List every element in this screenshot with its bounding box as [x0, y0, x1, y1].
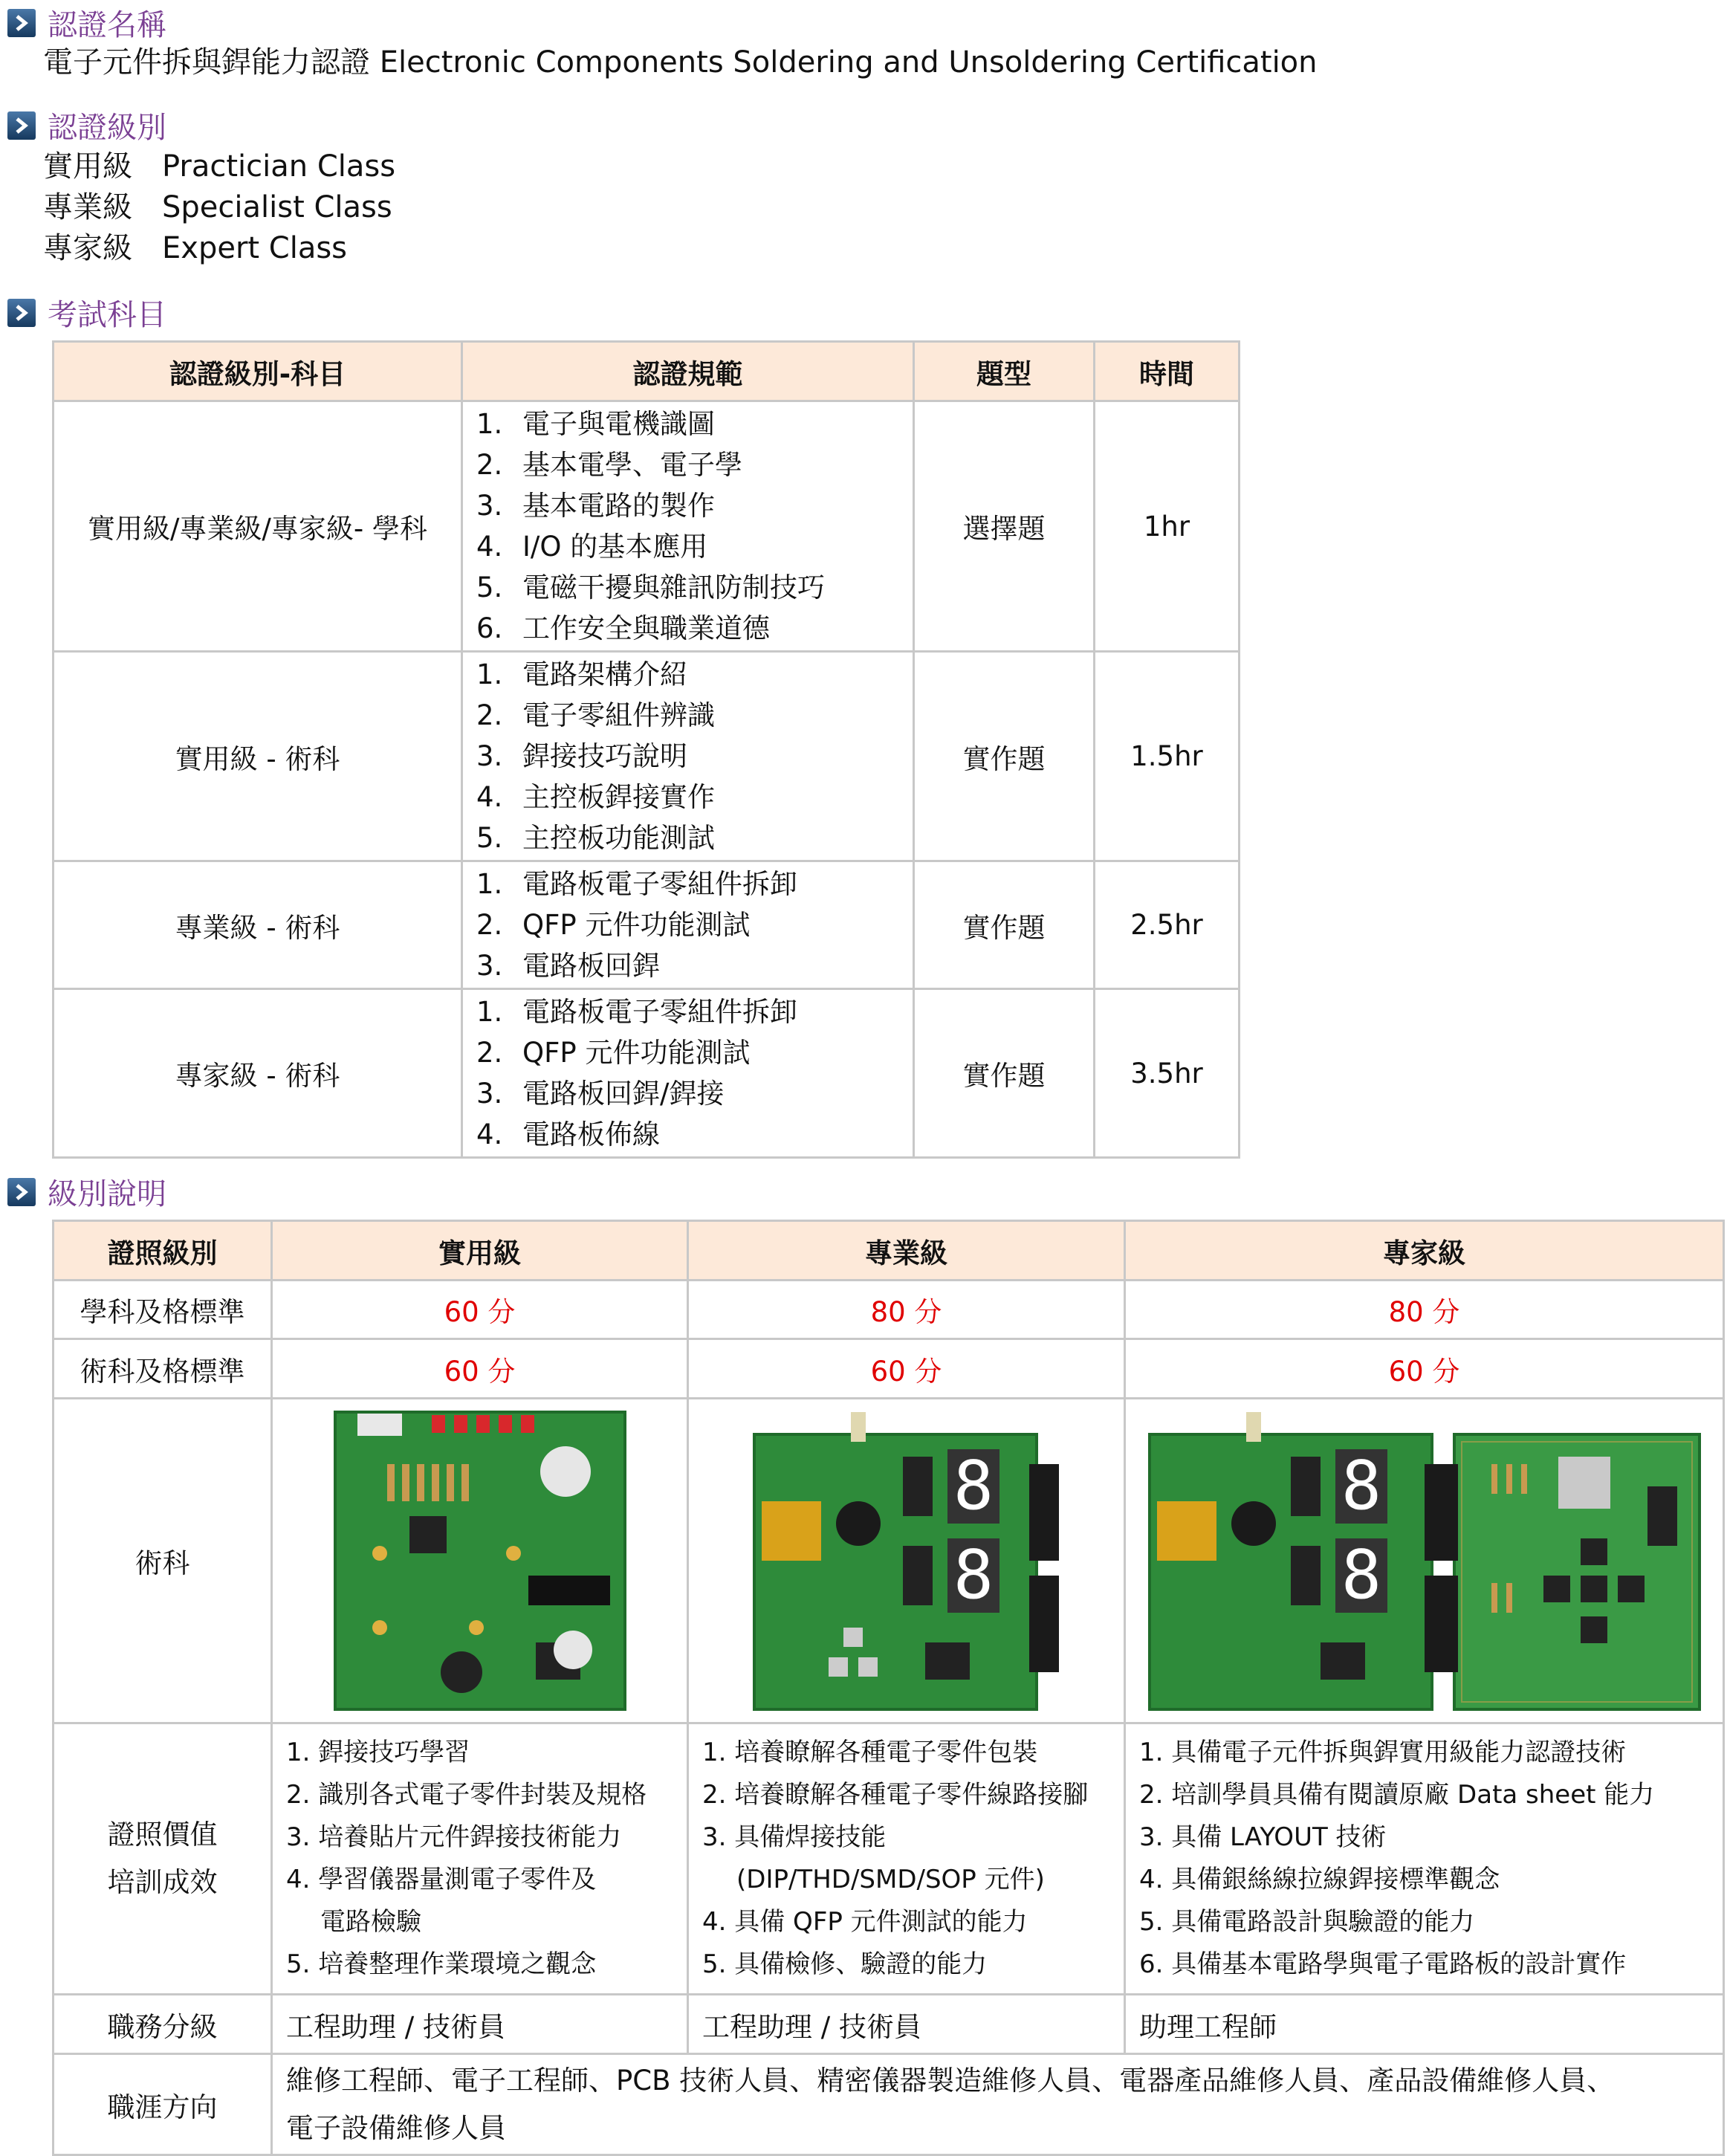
svg-text:8: 8: [953, 1447, 994, 1525]
list-item: 5. 主控板功能測試: [476, 822, 715, 854]
type-cell: 實作題: [914, 861, 1095, 989]
level-zh: 實用級: [43, 149, 132, 184]
row-label: 職務分級: [54, 1995, 272, 2054]
pcb-board-practician-image: [328, 1405, 632, 1717]
job-cell: 工程助理 / 技術員: [688, 1995, 1125, 2054]
spec-cell: [462, 652, 914, 861]
level-line: [43, 184, 392, 226]
time-cell: 1hr: [1095, 401, 1240, 652]
list-item: 5. 電磁干擾與雜訊防制技巧: [476, 572, 825, 603]
list-item: 2. 培訓學員具備有閱讀原廠 Data sheet 能力: [1139, 1780, 1655, 1810]
list-item: 1. 培養瞭解各種電子零件包裝: [702, 1738, 1038, 1767]
row-label: 學科及格標準: [54, 1281, 272, 1339]
section-title: 認證級別: [48, 111, 166, 145]
chevron-right-icon: [7, 111, 36, 140]
table-row: [54, 989, 1240, 1158]
list-item: 1. 電子與電機識圖: [476, 408, 715, 440]
career-cell: [272, 2054, 1724, 2155]
list-item: 3. 銲接技巧說明: [476, 740, 687, 772]
list-item: 2. QFP 元件功能測試: [476, 1037, 751, 1069]
spec-cell: [462, 861, 914, 989]
table-row: [54, 1281, 1724, 1339]
list-item: 3. 具備 LAYOUT 技術: [1139, 1822, 1387, 1852]
list-item: 4. I/O 的基本應用: [476, 531, 708, 563]
list-item: 4. 學習儀器量測電子零件及: [286, 1865, 597, 1894]
list-item: 4. 主控板銲接實作: [476, 781, 715, 813]
chevron-right-icon: [7, 9, 36, 37]
list-item: 2. 識別各式電子零件封裝及規格: [286, 1780, 647, 1810]
board-photo-cell: [272, 1399, 688, 1723]
svg-text:8: 8: [1341, 1536, 1381, 1614]
list-item: 1. 銲接技巧學習: [286, 1738, 470, 1767]
column-header: 專業級: [688, 1221, 1125, 1281]
pcb-board-specialist-image: [747, 1405, 1066, 1717]
career-line: 電子設備維修人員: [286, 2111, 506, 2144]
svg-text:8: 8: [953, 1536, 994, 1614]
list-item: 5. 具備檢修、驗證的能力: [702, 1949, 988, 1979]
training-label: 培訓成效: [107, 1866, 218, 1898]
column-header: 題型: [914, 342, 1095, 401]
column-header: 專家級: [1125, 1221, 1724, 1281]
list-item: 電路檢驗: [320, 1907, 421, 1937]
time-cell: 3.5hr: [1095, 989, 1240, 1158]
list-item: 3. 具備焊接技能: [702, 1822, 887, 1852]
exam-table: [52, 340, 1240, 1159]
table-row: [54, 2054, 1724, 2155]
list-item: 1. 電路板電子零組件拆卸: [476, 996, 797, 1028]
column-header: 認證規範: [462, 342, 914, 401]
list-item: (DIP/THD/SMD/SOP 元件): [736, 1865, 1045, 1894]
column-header: 認證級別-科目: [54, 342, 462, 401]
row-label: [54, 1723, 272, 1995]
table-row: [54, 401, 1240, 652]
type-cell: 實作題: [914, 652, 1095, 861]
column-header: 實用級: [272, 1221, 688, 1281]
section-header-subject: [0, 291, 166, 334]
value-list: [272, 1723, 688, 1995]
section-title: 級別說明: [48, 1177, 166, 1211]
list-item: 6. 工作安全與職業道德: [476, 612, 770, 644]
level-line: [43, 143, 395, 185]
list-item: 2. QFP 元件功能測試: [476, 909, 751, 941]
subject-cell: 實用級/專業級/專家級- 學科: [54, 401, 462, 652]
section-title: 考試科目: [48, 298, 166, 332]
section-title: 認證名稱: [48, 8, 166, 42]
list-item: 6. 具備基本電路學與電子電路板的設計實作: [1139, 1949, 1627, 1979]
table-row: [54, 861, 1240, 989]
level-table: [52, 1220, 1725, 2156]
list-item: 2. 電子零組件辨識: [476, 699, 715, 731]
column-header: 證照級別: [54, 1221, 272, 1281]
board-photo-cell: [1125, 1399, 1724, 1723]
chevron-right-icon: [7, 1178, 36, 1206]
list-item: 4. 具備銀絲線拉線銲接標準觀念: [1139, 1865, 1500, 1894]
job-cell: 助理工程師: [1125, 1995, 1724, 2054]
table-row: [54, 652, 1240, 861]
table-row: [54, 1723, 1724, 1995]
column-header: 時間: [1095, 342, 1240, 401]
subject-cell: 實用級 - 術科: [54, 652, 462, 861]
table-header-row: [54, 1221, 1724, 1281]
table-header-row: [54, 342, 1240, 401]
list-item: 3. 電路板回銲/銲接: [476, 1078, 725, 1110]
subject-cell: 專業級 - 術科: [54, 861, 462, 989]
level-en: Expert Class: [162, 231, 348, 265]
list-item: 2. 培養瞭解各種電子零件線路接腳: [702, 1780, 1089, 1810]
subject-cell: 專家級 - 術科: [54, 989, 462, 1158]
list-item: 5. 具備電路設計與驗證的能力: [1139, 1907, 1475, 1937]
score-cell: 80 分: [688, 1281, 1125, 1339]
section-header-desc: [0, 1171, 166, 1213]
score-cell: 60 分: [688, 1339, 1125, 1399]
value-label: 證照價值: [107, 1819, 218, 1851]
level-zh: 專業級: [43, 190, 132, 224]
section-header-level: [0, 104, 166, 146]
list-item: 3. 培養貼片元件銲接技術能力: [286, 1822, 622, 1852]
cert-name: 電子元件拆與銲能力認證 Electronic Components Soldering and Unsoldering Certification: [43, 45, 1318, 80]
list-item: 3. 電路板回銲: [476, 950, 660, 982]
svg-text:8: 8: [1341, 1447, 1381, 1525]
row-label: 術科: [54, 1399, 272, 1723]
list-item: 1. 電路板電子零組件拆卸: [476, 868, 797, 900]
score-cell: 80 分: [1125, 1281, 1724, 1339]
chevron-right-icon: [7, 299, 36, 327]
list-item: 1. 具備電子元件拆與銲實用級能力認證技術: [1139, 1738, 1627, 1767]
value-list: [1125, 1723, 1724, 1995]
table-row: [54, 1995, 1724, 2054]
list-item: 4. 具備 QFP 元件測試的能力: [702, 1907, 1028, 1937]
table-row: [54, 1339, 1724, 1399]
list-item: 2. 基本電學、電子學: [476, 449, 742, 481]
pcb-board-expert-image: [1142, 1405, 1707, 1717]
score-cell: 60 分: [272, 1339, 688, 1399]
time-cell: 1.5hr: [1095, 652, 1240, 861]
type-cell: 選擇題: [914, 401, 1095, 652]
value-list: [688, 1723, 1125, 1995]
spec-cell: [462, 401, 914, 652]
score-cell: 60 分: [272, 1281, 688, 1339]
list-item: 4. 電路板佈線: [476, 1119, 660, 1150]
score-cell: 60 分: [1125, 1339, 1724, 1399]
level-line: [43, 224, 347, 267]
section-header-name: [0, 1, 166, 44]
level-en: Specialist Class: [162, 190, 392, 224]
job-cell: 工程助理 / 技術員: [272, 1995, 688, 2054]
table-row: [54, 1399, 1724, 1723]
list-item: 5. 培養整理作業環境之觀念: [286, 1949, 597, 1979]
spec-cell: [462, 989, 914, 1158]
career-line: 維修工程師、電子工程師、PCB 技術人員、精密儀器製造維修人員、電器產品維修人員、產品設備維修人員、: [286, 2064, 1615, 2097]
time-cell: 2.5hr: [1095, 861, 1240, 989]
board-photo-cell: [688, 1399, 1125, 1723]
type-cell: 實作題: [914, 989, 1095, 1158]
row-label: 術科及格標準: [54, 1339, 272, 1399]
list-item: 1. 電路架構介紹: [476, 658, 687, 690]
level-zh: 專家級: [43, 231, 132, 265]
row-label: 職涯方向: [54, 2054, 272, 2155]
level-en: Practician Class: [162, 149, 396, 184]
list-item: 3. 基本電路的製作: [476, 490, 715, 522]
